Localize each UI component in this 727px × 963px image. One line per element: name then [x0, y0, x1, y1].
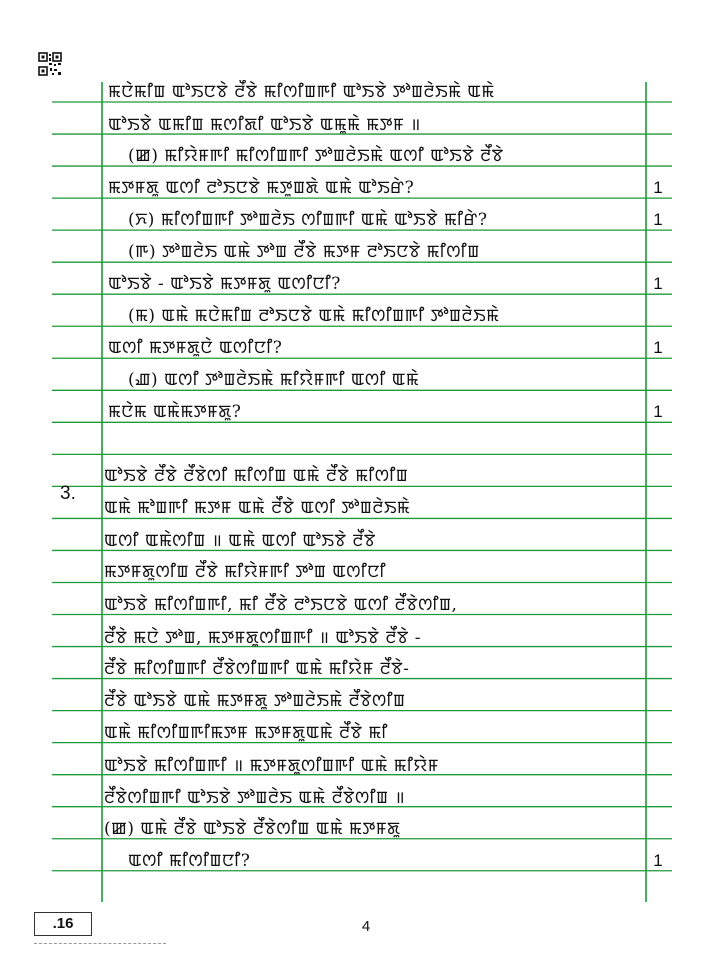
marks-value: 1	[653, 178, 663, 198]
ruled-answer-sheet	[52, 82, 672, 902]
handwritten-line: ꯑꯁꯤ ꯃꯤꯁꯤꯡꯅꯤ?	[128, 850, 251, 871]
handwritten-line: ꯃꯅꯥꯃꯤꯡ ꯑꯣꯏꯅꯕꯥ ꯂꯩꯕꯥ ꯃꯤꯁꯤꯡꯒꯤ ꯑꯣꯏꯕꯥ ꯇꯣꯡꯂꯥꯏꯃꯥ ꯑꯃꯥ	[108, 82, 495, 103]
handwritten-line: (ꯒ) ꯇꯣꯡꯂꯥꯏ ꯑꯃꯥ ꯇꯣꯡ ꯂꯩꯕꯥ ꯃꯇꯝ ꯂꯣꯏꯅꯕꯥ ꯃꯤꯁꯤꯡ	[128, 242, 480, 263]
handwritten-line: ꯑꯣꯏꯕꯥ ꯃꯤꯁꯤꯡꯒꯤ, ꯃꯤ ꯂꯩꯕꯥ ꯂꯣꯏꯅꯕꯥ ꯑꯁꯤ ꯂꯩꯕꯥꯁꯤꯡ,	[104, 594, 458, 615]
marks-value: 1	[653, 850, 663, 870]
marks-value: 1	[653, 210, 663, 230]
marks-value: 1	[653, 338, 663, 358]
handwritten-line: ꯑꯣꯏꯕꯥ ꯑꯃꯤꯡ ꯃꯁꯤꯗꯤ ꯑꯣꯏꯕꯥ ꯑꯃꯨꯃꯥ ꯃꯇꯝ ॥	[108, 115, 421, 136]
page-code-box: .16	[34, 912, 92, 936]
handwritten-line: ꯃꯇꯝꯗꯨꯁꯤꯡ ꯂꯩꯕꯥ ꯃꯤꯌꯥꯝꯒꯤ ꯇꯣꯡ ꯑꯁꯤꯅꯤ	[104, 562, 387, 583]
handwritten-line: (ꯀ) ꯃꯤꯌꯥꯝꯒꯤ ꯃꯤꯁꯤꯡꯒꯤ ꯇꯣꯡꯂꯥꯏꯃꯥ ꯑꯁꯤ ꯑꯣꯏꯕꯥ ꯂꯩꯕꯥ	[128, 146, 504, 167]
qr-code-icon	[38, 52, 62, 76]
handwritten-line: ꯂꯩꯕꯥꯁꯤꯡꯒꯤ ꯑꯣꯏꯕꯥ ꯇꯣꯡꯂꯥꯏ ꯑꯃꯥ ꯂꯩꯕꯥꯁꯤꯡ ॥	[104, 787, 406, 808]
handwritten-line: ꯑꯃꯥ ꯃꯣꯡꯒꯤ ꯃꯇꯝ ꯑꯃꯥ ꯂꯩꯕꯥ ꯑꯁꯤ ꯇꯣꯡꯂꯥꯏꯃꯥ	[104, 498, 411, 519]
handwritten-line: ꯑꯃꯥ ꯃꯤꯁꯤꯡꯒꯤꯃꯇꯝ ꯃꯇꯝꯗꯨꯑꯃꯥ ꯂꯩꯕꯥ ꯃꯤ	[104, 722, 388, 743]
handwritten-line: ꯂꯩꯕꯥ ꯃꯅꯥ ꯇꯣꯡ, ꯃꯇꯝꯗꯨꯁꯤꯡꯒꯤ ॥ ꯑꯣꯏꯕꯥ ꯂꯩꯕꯥ -	[104, 627, 421, 648]
marks-value: 1	[653, 402, 663, 422]
handwritten-line: ꯑꯁꯤ ꯑꯃꯥꯁꯤꯡ ॥ ꯑꯃꯥ ꯑꯁꯤ ꯑꯣꯏꯕꯥ ꯂꯩꯕꯥ	[104, 531, 376, 552]
handwritten-line: (ꯉ) ꯑꯁꯤ ꯇꯣꯡꯂꯥꯏꯃꯥ ꯃꯤꯌꯥꯝꯒꯤ ꯑꯁꯤ ꯑꯃꯥ	[128, 370, 420, 391]
handwritten-line: ꯑꯁꯤ ꯃꯇꯝꯗꯨꯅꯥ ꯑꯁꯤꯅꯤ?	[108, 338, 283, 359]
handwritten-line: ꯃꯅꯥꯃ ꯑꯃꯥꯃꯇꯝꯗꯨ?	[108, 402, 242, 423]
handwritten-line: ꯑꯣꯏꯕꯥ ꯃꯤꯁꯤꯡꯒꯤ ॥ ꯃꯇꯝꯗꯨꯁꯤꯡꯒꯤ ꯑꯃꯥ ꯃꯤꯌꯥꯝ	[104, 755, 439, 776]
marks-value: 1	[653, 274, 663, 294]
handwritten-line: ꯃꯇꯝꯗꯨ ꯑꯁꯤ ꯂꯣꯏꯅꯕꯥ ꯃꯇꯨꯡꯗꯥ ꯑꯃꯥ ꯑꯣꯏꯔꯥ?	[108, 178, 415, 199]
handwritten-line: (ꯈ) ꯃꯤꯁꯤꯡꯒꯤ ꯇꯣꯡꯂꯥꯏ ꯁꯤꯡꯒꯤ ꯑꯃꯥ ꯑꯣꯏꯕꯥ ꯃꯤꯔꯥ?	[128, 210, 488, 231]
question-number: 3.	[60, 483, 76, 504]
handwritten-line: (ꯃ) ꯑꯃꯥ ꯃꯅꯥꯃꯤꯡ ꯂꯣꯏꯅꯕꯥ ꯑꯃꯥ ꯃꯤꯁꯤꯡꯒꯤ ꯇꯣꯡꯂꯥꯏꯃꯥ	[128, 306, 500, 327]
handwritten-line: (ꯀ) ꯑꯃꯥ ꯂꯩꯕꯥ ꯑꯣꯏꯕꯥ ꯂꯩꯕꯥꯁꯤꯡ ꯑꯃꯥ ꯃꯇꯝꯗꯨ	[104, 818, 401, 839]
handwritten-line: ꯂꯩꯕꯥ ꯃꯤꯁꯤꯡꯒꯤ ꯂꯩꯕꯥꯁꯤꯡꯒꯤ ꯑꯃꯥ ꯃꯤꯌꯥꯝ ꯂꯩꯕꯥ-	[104, 658, 410, 679]
footer-rule	[34, 943, 166, 944]
handwritten-line: ꯂꯩꯕꯥ ꯑꯣꯏꯕꯥ ꯑꯃꯥ ꯃꯇꯝꯗꯨ ꯇꯣꯡꯂꯥꯏꯃꯥ ꯂꯩꯕꯥꯁꯤꯡ	[104, 690, 406, 711]
handwritten-line: ꯑꯣꯏꯕꯥ ꯂꯩꯕꯥ ꯂꯩꯕꯥꯁꯤ ꯃꯤꯁꯤꯡ ꯑꯃꯥ ꯂꯩꯕꯥ ꯃꯤꯁꯤꯡ	[104, 466, 409, 487]
handwritten-line: ꯑꯣꯏꯕꯥ - ꯑꯣꯏꯕꯥ ꯃꯇꯝꯗꯨ ꯑꯁꯤꯅꯤ?	[108, 274, 341, 295]
page-number: 4	[361, 918, 371, 935]
